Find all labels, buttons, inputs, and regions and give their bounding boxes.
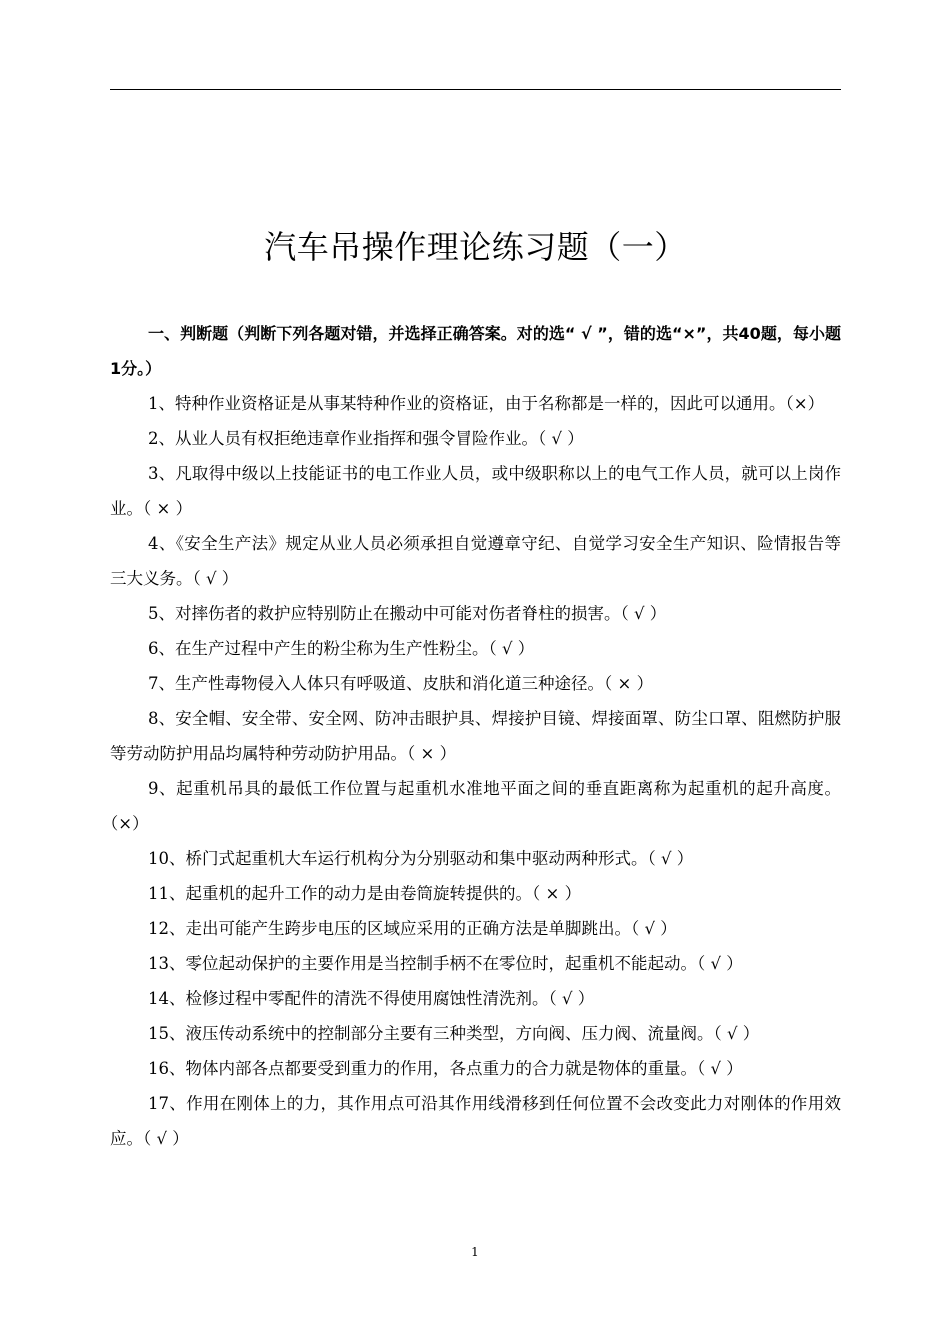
question-text: 15、液压传动系统中的控制部分主要有三种类型，方向阀、压力阀、流量阀。 <box>148 1024 714 1043</box>
page-number: 1 <box>471 1245 479 1259</box>
question-answer: （ × ） <box>143 499 193 518</box>
question-item <box>110 981 841 1016</box>
question-item <box>110 631 841 666</box>
question-item <box>110 456 841 526</box>
question-item <box>110 946 841 981</box>
question-item <box>110 841 841 876</box>
question-text: 11、起重机的起升工作的动力是由卷筒旋转提供的。 <box>148 884 532 903</box>
question-answer: （×） <box>785 394 825 413</box>
question-text: 4、《安全生产法》规定从业人员必须承担自觉遵章守纪、自觉学习安全生产知识、险情报告等三大义务。 <box>110 534 841 588</box>
question-item <box>110 911 841 946</box>
question-item <box>110 876 841 911</box>
question-answer: （ √ ） <box>713 1024 760 1043</box>
question-answer: （ √ ） <box>143 1129 189 1148</box>
question-text: 12、走出可能产生跨步电压的区域应采用的正确方法是单脚跳出。 <box>148 919 631 938</box>
question-item <box>110 421 841 456</box>
question-text: 8、安全帽、安全带、安全网、防冲击眼护具、焊接护目镜、焊接面罩、防尘口罩、阻燃防护服等劳动防护用品均属特种劳动防护用品。 <box>110 709 841 763</box>
question-text: 7、生产性毒物侵入人体只有呼吸道、皮肤和消化道三种途径。 <box>148 674 604 693</box>
question-text: 17、作用在刚体上的力，其作用点可沿其作用线滑移到任何位置不会改变此力对刚体的作用效应。 <box>110 1094 841 1148</box>
question-text: 6、在生产过程中产生的粉尘称为生产性粉尘。 <box>148 639 489 658</box>
question-answer: （ √ ） <box>697 1059 743 1078</box>
question-text: 3、凡取得中级以上技能证书的电工作业人员，或中级职称以上的电气工作人员，就可以上岗作业。 <box>110 464 841 518</box>
question-answer: （ × ） <box>532 884 582 903</box>
question-answer: （ √ ） <box>192 569 239 588</box>
question-answer: （ √ ） <box>647 849 694 868</box>
question-item <box>110 526 841 596</box>
question-item <box>110 771 841 841</box>
question-answer: （ √ ） <box>631 919 677 938</box>
question-item <box>110 386 841 421</box>
question-answer: （ √ ） <box>538 429 584 448</box>
document-title: 汽车吊操作理论练习题（一） <box>264 228 687 266</box>
question-answer: （ √ ） <box>548 989 595 1008</box>
question-answer: （×） <box>110 814 149 833</box>
question-section <box>110 316 841 1156</box>
question-answer: （ × ） <box>604 674 654 693</box>
section-heading: 一、判断题（判断下列各题对错，并选择正确答案。对的选“ √ ”，错的选“×”，共40题，每小题1分。） <box>110 324 841 378</box>
question-answer: （ √ ） <box>620 604 667 623</box>
question-text: 16、物体内部各点都要受到重力的作用，各点重力的合力就是物体的重量。 <box>148 1059 697 1078</box>
question-text: 10、桥门式起重机大车运行机构分为分别驱动和集中驱动两种形式。 <box>148 849 648 868</box>
question-text: 1、特种作业资格证是从事某特种作业的资格证，由于名称都是一样的，因此可以通用。 <box>148 394 786 413</box>
question-text: 13、零位起动保护的主要作用是当控制手柄不在零位时，起重机不能起动。 <box>148 954 697 973</box>
question-item <box>110 1016 841 1051</box>
question-item <box>110 701 841 771</box>
question-text: 9、起重机吊具的最低工作位置与起重机水准地平面之间的垂直距离称为起重机的起升高度。 <box>148 779 841 798</box>
question-answer: （ √ ） <box>488 639 535 658</box>
question-item <box>110 666 841 701</box>
question-item <box>110 1086 841 1156</box>
question-answer: （ × ） <box>407 744 457 763</box>
question-answer: （ √ ） <box>697 954 743 973</box>
question-text: 14、检修过程中零配件的清洗不得使用腐蚀性清洗剂。 <box>148 989 549 1008</box>
question-text: 2、从业人员有权拒绝违章作业指挥和强令冒险作业。 <box>148 429 538 448</box>
question-item <box>110 596 841 631</box>
header-rule <box>110 89 841 90</box>
question-text: 5、对摔伤者的救护应特别防止在搬动中可能对伤者脊柱的损害。 <box>148 604 621 623</box>
question-item <box>110 1051 841 1086</box>
